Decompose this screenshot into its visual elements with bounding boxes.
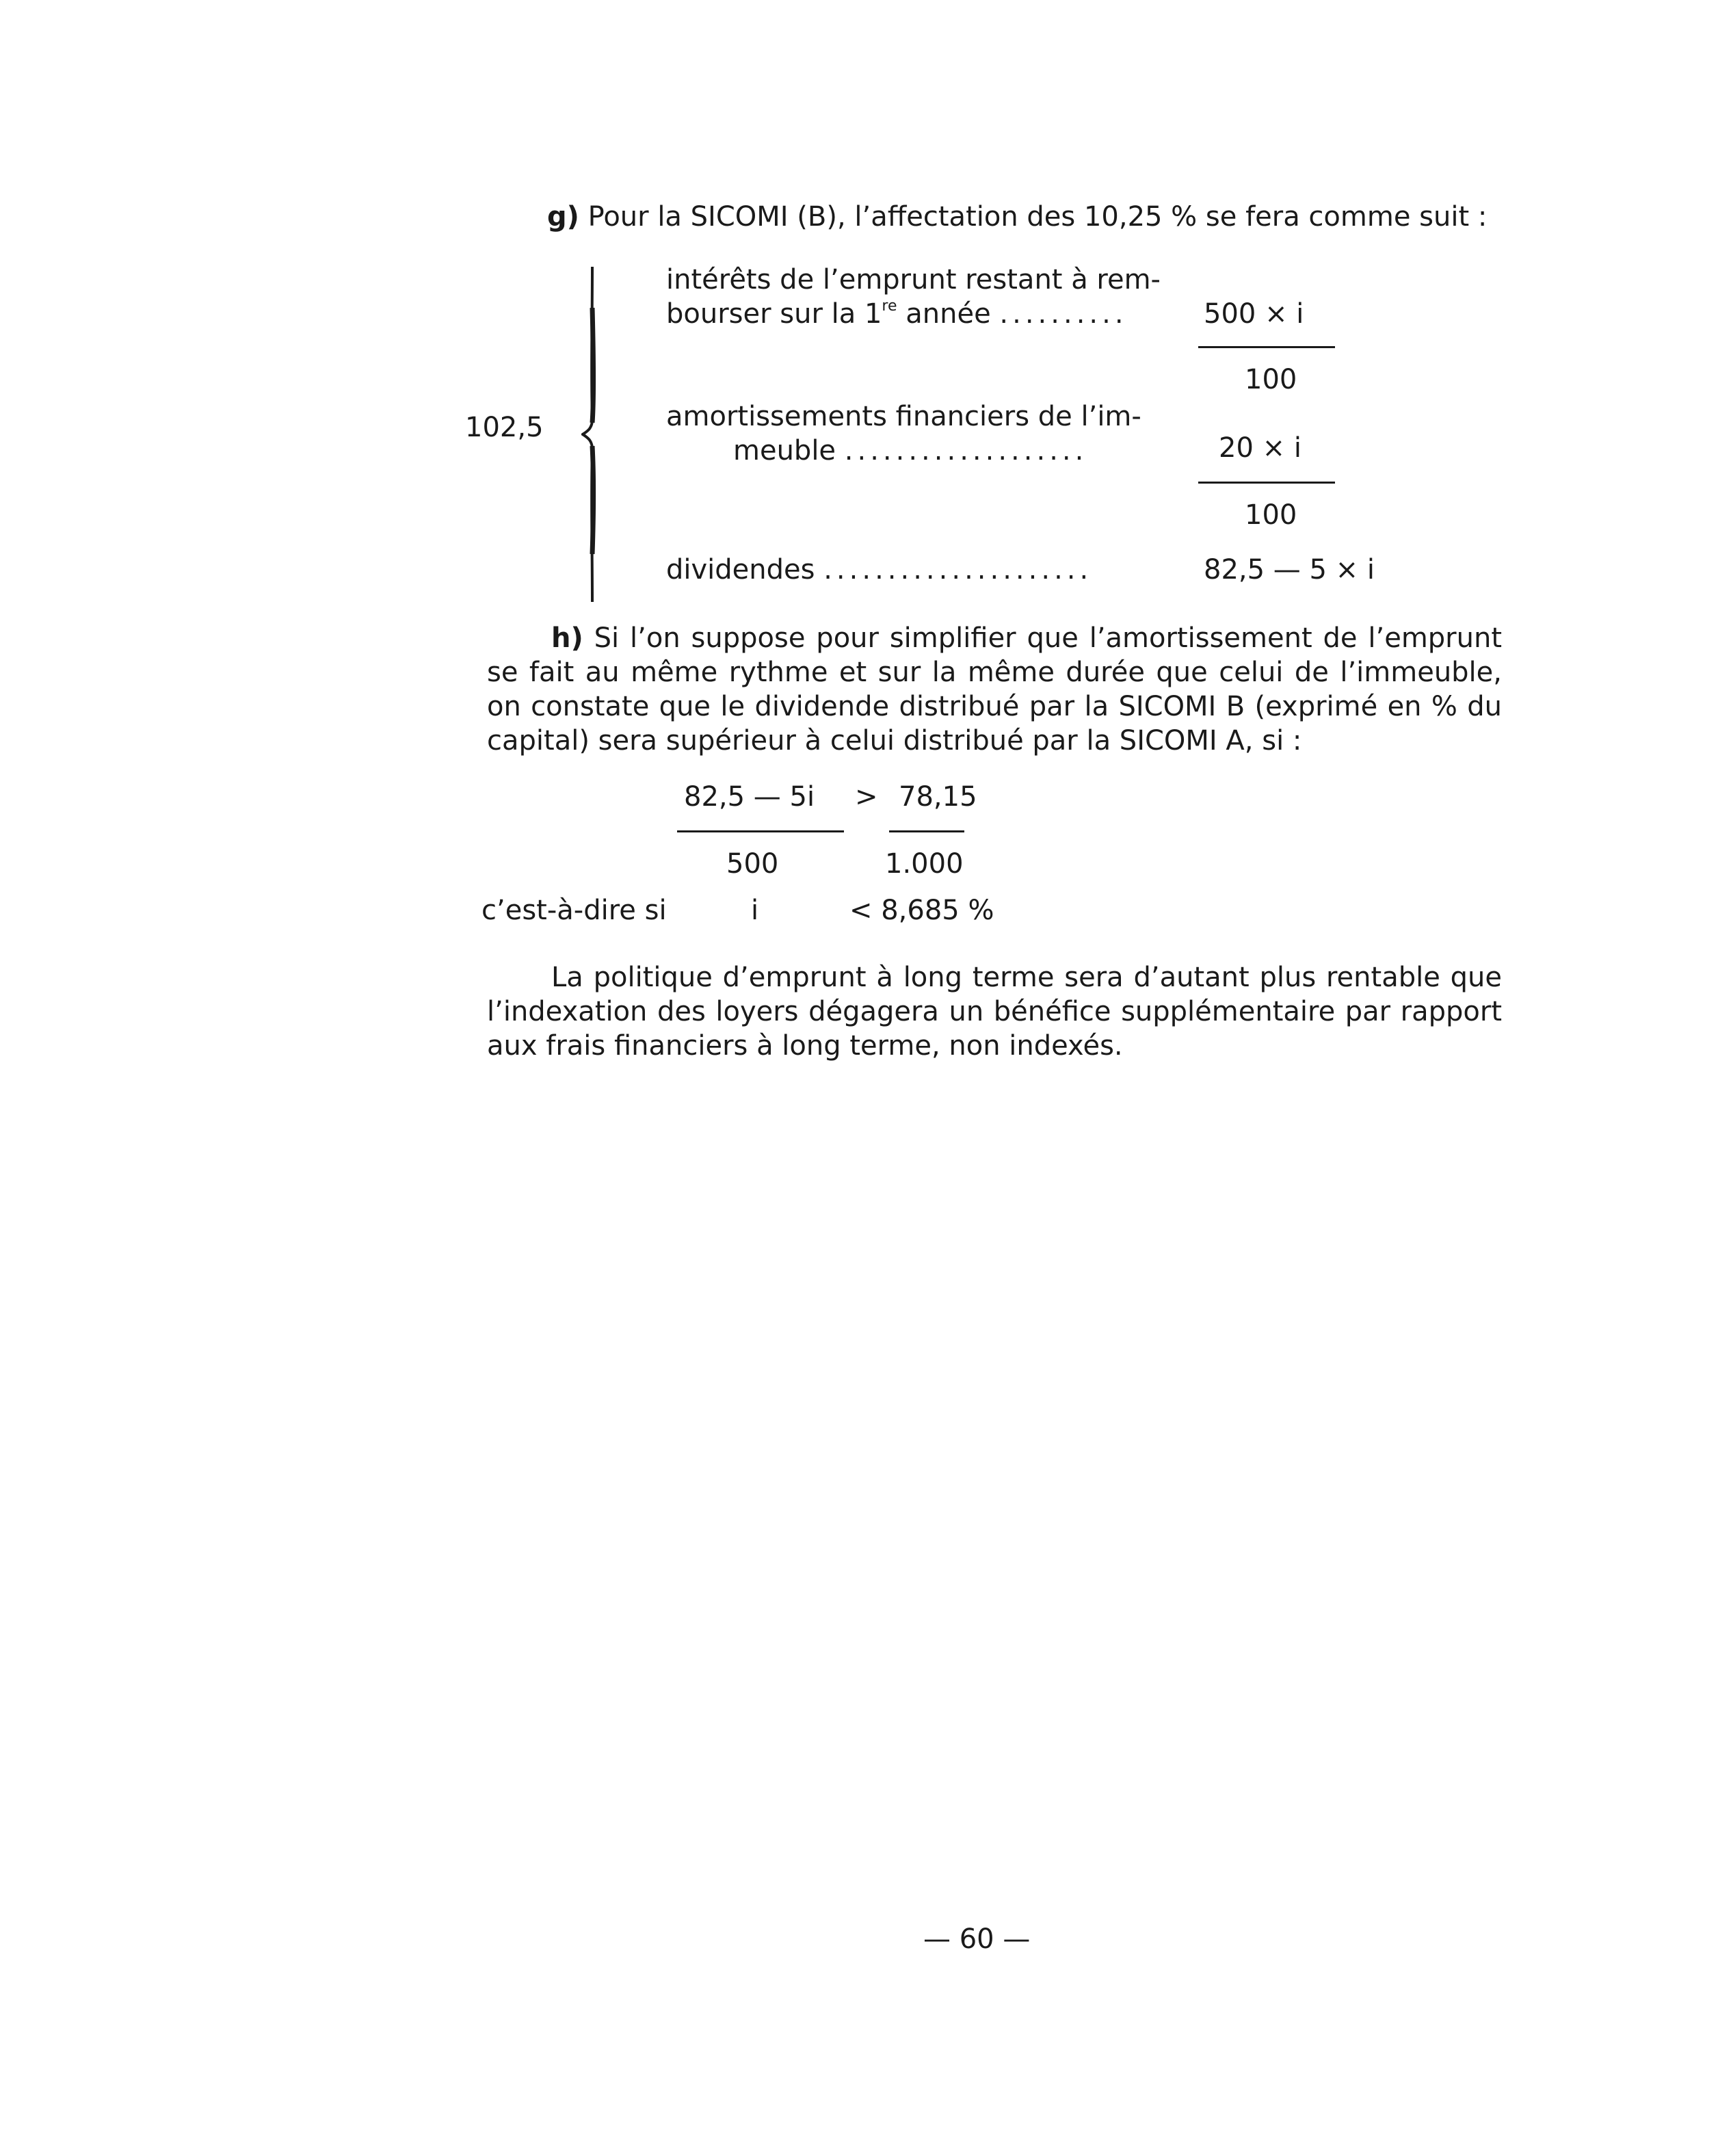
item-1-line-2-suffix: année: [897, 298, 991, 330]
item-2-numerator: 20 × i: [1219, 432, 1301, 464]
section-h-label: h): [551, 622, 583, 654]
inequality-operator: >: [855, 781, 878, 813]
item-1-denominator: 100: [1245, 364, 1297, 395]
item-2-line-1: amortissements financiers de l’im-: [666, 401, 1141, 432]
section-h-paragraph: [487, 621, 1502, 758]
inequality-variable: i: [751, 895, 759, 926]
item-2-line-2-text: meuble: [733, 435, 836, 466]
inequality-right-denominator: 1.000: [885, 848, 964, 880]
item-3-line: [666, 553, 1092, 587]
inequality-left-fraction-bar: [677, 830, 844, 832]
brace-total: 102,5: [465, 412, 544, 443]
curly-brace: [581, 267, 609, 602]
inequality-right-fraction-bar: [889, 830, 964, 832]
inequality-prefix: c’est-à-dire si: [481, 895, 667, 926]
conclusion-paragraph: La politique d’emprunt à long terme sera d’autant plus rentable que l’indexation des loyers dégagera un bénéfice supplémentaire par rapport aux frais financiers à long terme, non indexés.: [487, 962, 1502, 1062]
inequality-left-numerator: 82,5 — 5i: [684, 781, 815, 813]
inequality-result: < 8,685 %: [849, 895, 994, 926]
item-1-superscript: re: [882, 297, 897, 315]
item-1-numerator: 500 × i: [1204, 298, 1304, 330]
section-g-text: Pour la SICOMI (B), l’affectation des 10,25 % se fera comme suit :: [587, 201, 1488, 233]
item-2-fraction-bar: [1198, 482, 1335, 484]
section-g-label: g): [547, 201, 579, 233]
item-2-dots: ...................: [844, 435, 1088, 466]
item-1-line-2: [666, 297, 1128, 331]
section-h-text: Si l’on suppose pour simplifier que l’amortissement de l’emprunt se fait au même rythme et sur la même durée que celui de l’immeuble, on constate que le dividende distribué par la SICOMI B (exprimé en % du capital) sera supérieur à celui distribué par la SICOMI A, si :: [487, 622, 1502, 757]
item-2-line-2: [733, 434, 1087, 468]
item-3-dots: .....................: [823, 554, 1093, 586]
item-1-line-1: intérêts de l’emprunt restant à rem-: [666, 264, 1161, 295]
inequality-left-denominator: 500: [726, 848, 779, 880]
item-1-line-2-text: bourser sur la 1: [666, 298, 882, 330]
section-g-heading: [547, 200, 1487, 234]
item-3-value: 82,5 — 5 × i: [1204, 554, 1375, 586]
page-number: — 60 —: [923, 1923, 1031, 1955]
item-1-fraction-bar: [1198, 346, 1335, 348]
item-3-text: dividendes: [666, 554, 815, 586]
inequality-right-numerator: 78,15: [899, 781, 977, 813]
item-1-dots: ..........: [999, 298, 1128, 330]
item-2-denominator: 100: [1245, 499, 1297, 531]
